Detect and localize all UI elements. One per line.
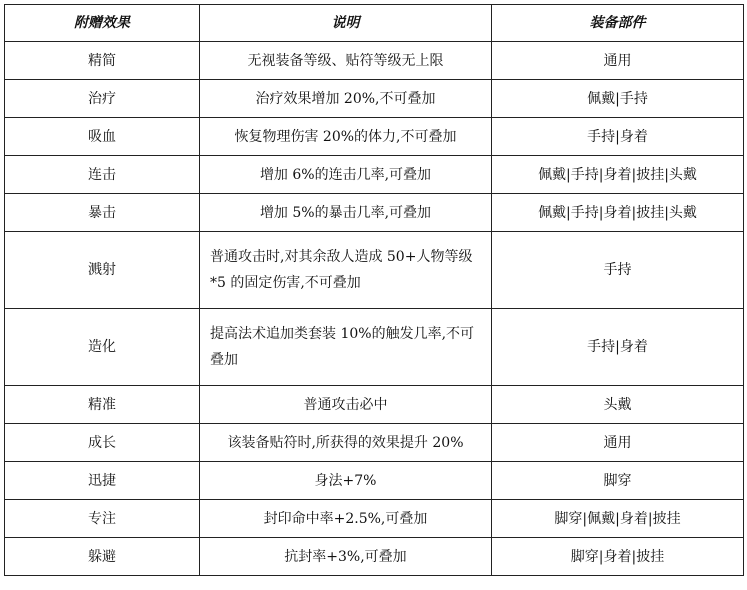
header-desc: 说明 bbox=[200, 5, 492, 42]
cell-effect: 精简 bbox=[5, 42, 200, 80]
cell-part: 通用 bbox=[492, 42, 744, 80]
effects-table bbox=[4, 4, 744, 576]
cell-effect: 连击 bbox=[5, 156, 200, 194]
cell-effect: 造化 bbox=[5, 309, 200, 386]
header-row bbox=[5, 5, 744, 42]
cell-part: 佩戴|手持 bbox=[492, 80, 744, 118]
table-row bbox=[5, 118, 744, 156]
header-part: 装备部件 bbox=[492, 5, 744, 42]
table-row bbox=[5, 194, 744, 232]
cell-desc: 无视装备等级、贴符等级无上限 bbox=[200, 42, 492, 80]
cell-desc-text: 提高法术追加类套装 10%的触发几率,不可叠加 bbox=[210, 326, 475, 368]
cell-desc: 增加 5%的暴击几率,可叠加 bbox=[200, 194, 492, 232]
table-row bbox=[5, 232, 744, 309]
cell-part: 脚穿|身着|披挂 bbox=[492, 538, 744, 576]
cell-desc-text: 普通攻击时,对其余敌人造成 50+人物等级*5 的固定伤害,不可叠加 bbox=[210, 249, 473, 291]
cell-effect: 暴击 bbox=[5, 194, 200, 232]
table-row bbox=[5, 462, 744, 500]
cell-desc: 普通攻击必中 bbox=[200, 386, 492, 424]
cell-desc: 抗封率+3%,可叠加 bbox=[200, 538, 492, 576]
cell-part: 手持|身着 bbox=[492, 118, 744, 156]
cell-desc: 身法+7% bbox=[200, 462, 492, 500]
header-effect: 附赠效果 bbox=[5, 5, 200, 42]
cell-part: 佩戴|手持|身着|披挂|头戴 bbox=[492, 194, 744, 232]
table-row bbox=[5, 500, 744, 538]
cell-part: 脚穿 bbox=[492, 462, 744, 500]
cell-desc: 治疗效果增加 20%,不可叠加 bbox=[200, 80, 492, 118]
table-row bbox=[5, 386, 744, 424]
cell-part: 手持|身着 bbox=[492, 309, 744, 386]
cell-effect: 治疗 bbox=[5, 80, 200, 118]
cell-desc bbox=[200, 309, 492, 386]
cell-desc: 封印命中率+2.5%,可叠加 bbox=[200, 500, 492, 538]
cell-effect: 迅捷 bbox=[5, 462, 200, 500]
cell-effect: 躲避 bbox=[5, 538, 200, 576]
cell-part: 手持 bbox=[492, 232, 744, 309]
cell-part: 脚穿|佩戴|身着|披挂 bbox=[492, 500, 744, 538]
table-row bbox=[5, 42, 744, 80]
cell-effect: 专注 bbox=[5, 500, 200, 538]
cell-part: 通用 bbox=[492, 424, 744, 462]
cell-desc: 恢复物理伤害 20%的体力,不可叠加 bbox=[200, 118, 492, 156]
cell-desc: 该装备贴符时,所获得的效果提升 20% bbox=[200, 424, 492, 462]
cell-part: 佩戴|手持|身着|披挂|头戴 bbox=[492, 156, 744, 194]
cell-desc bbox=[200, 232, 492, 309]
table-row bbox=[5, 156, 744, 194]
cell-part: 头戴 bbox=[492, 386, 744, 424]
cell-desc: 增加 6%的连击几率,可叠加 bbox=[200, 156, 492, 194]
table-row bbox=[5, 424, 744, 462]
cell-effect: 吸血 bbox=[5, 118, 200, 156]
table-row bbox=[5, 309, 744, 386]
table-row bbox=[5, 538, 744, 576]
cell-effect: 精准 bbox=[5, 386, 200, 424]
cell-effect: 溅射 bbox=[5, 232, 200, 309]
table-row bbox=[5, 80, 744, 118]
cell-effect: 成长 bbox=[5, 424, 200, 462]
